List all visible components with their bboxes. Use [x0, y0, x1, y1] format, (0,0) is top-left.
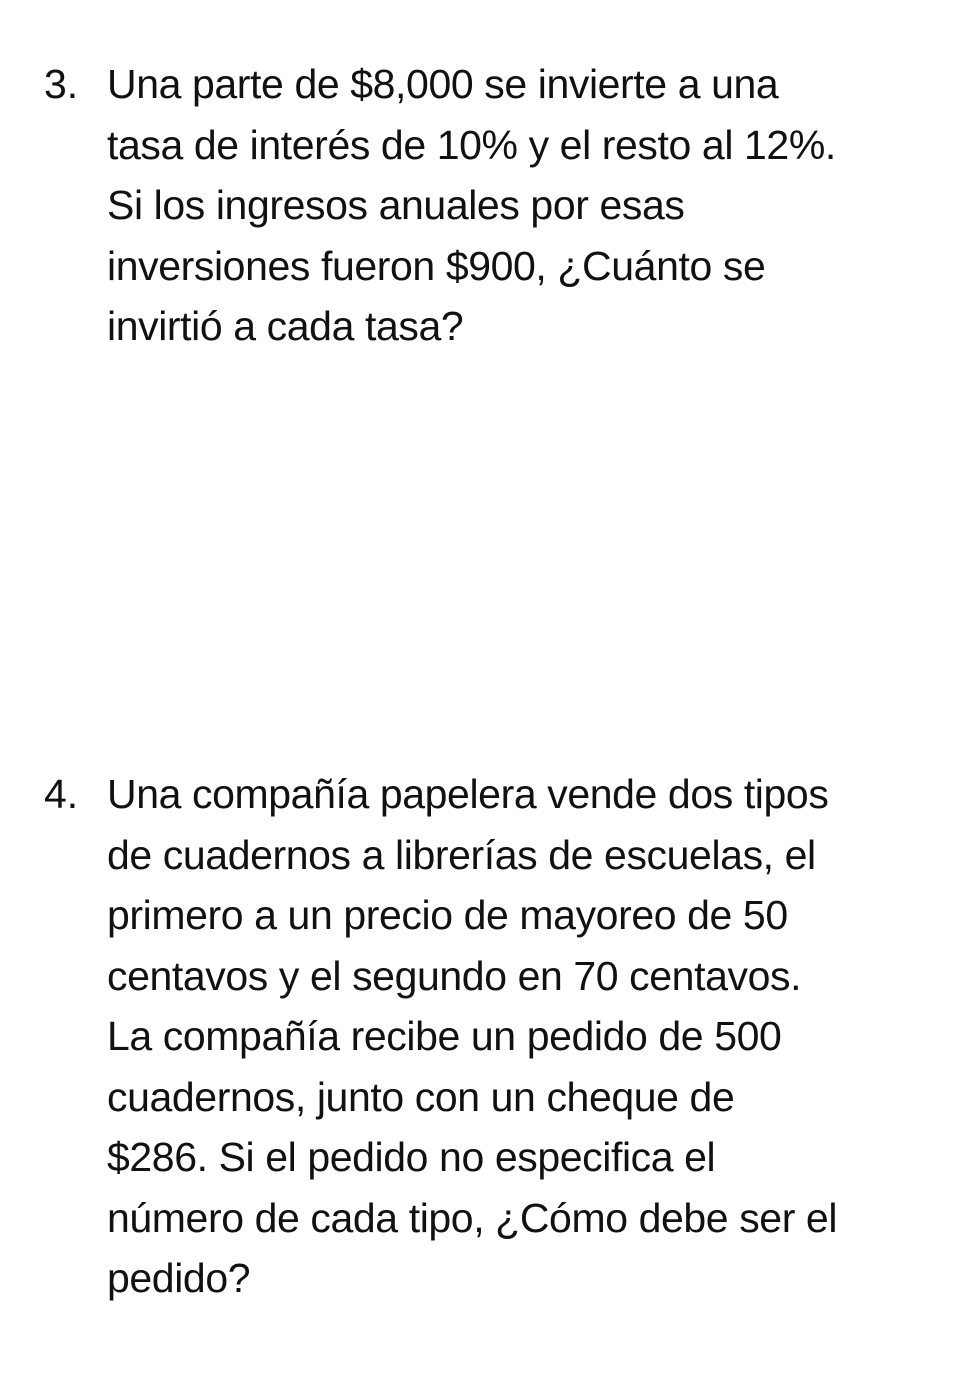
problem-line: tasa de interés de 10% y el resto al 12%. [107, 121, 836, 168]
problem-text [107, 764, 837, 1309]
problem-line: pedido? [107, 1255, 251, 1301]
problem-line: La compañía recibe un pedido de 500 [107, 1013, 782, 1059]
problem-line: Si los ingresos anuales por esas [107, 182, 685, 228]
problem-line: invirtió a cada tasa? [107, 303, 464, 349]
problem-line: inversiones fueron $900, ¿Cuánto se [107, 242, 766, 289]
problem-line: $286. Si el pedido no especifica el [107, 1134, 716, 1180]
problem-line: cuadernos, junto con un cheque de [107, 1073, 735, 1120]
problem-number: 3. [44, 61, 79, 107]
problem-line: centavos y el segundo en 70 centavos. [107, 952, 802, 999]
problem-line: número de cada tipo, ¿Cómo debe ser el [107, 1194, 838, 1241]
problem-line: Una compañía papelera vende dos tipos [107, 771, 829, 817]
problem-text [107, 54, 836, 357]
problem-number: 4. [44, 771, 79, 817]
problem-line: primero a un precio de mayoreo de 50 [107, 892, 788, 938]
problem-line: de cuadernos a librerías de escuelas, el [107, 831, 816, 878]
problem-line: Una parte de $8,000 se invierte a una [107, 61, 779, 107]
